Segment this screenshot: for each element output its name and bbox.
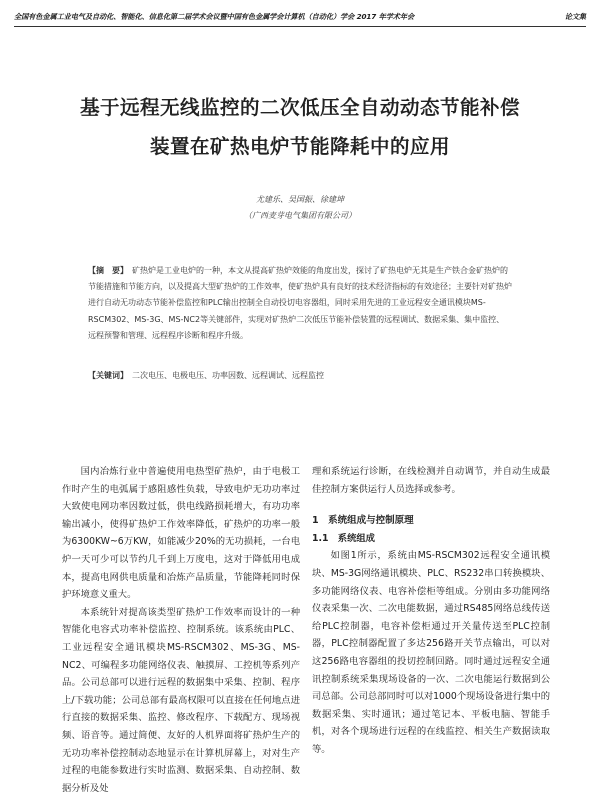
journal-name: 全国有色金属工业电气及自动化、智能化、信息化第二届学术会议暨中国有色金属学会计算机（自动化）学会 2017 年学术年会: [14, 12, 415, 21]
section-tag: 论文集: [564, 12, 586, 21]
title-line-1: 基于远程无线监控的二次低压全自动动态节能补偿: [79, 96, 520, 119]
title-line-2: 装置在矿热电炉节能降耗中的应用: [149, 135, 450, 158]
author-names: 尤建乐、吴国振、徐建坤: [256, 195, 344, 204]
author-affiliation: （广西麦芽电气集团有限公司）: [244, 211, 356, 220]
subsection-heading-1-1: 1.1 系统组成: [312, 532, 375, 544]
keywords-label: 【关键词】: [88, 371, 128, 380]
abstract-text: 矿热炉是工业电炉的一种，本文从提高矿热炉效能的角度出发，探讨了矿热电炉无其是生产铁合金矿热炉的节能措施和节能方向，以及提高大型矿热炉的工作效率，使矿热炉具有良好的技术经济指标的有效途径；主要针对矿热炉进行自动无功动态节能补偿监控和PLC输出控制全自动投切电容器组，同时采用先进的工业远程安全通讯模块MS-RSCM302、MS-3G、MS-NC2等关键部件，实现对矿热炉二次低压节能补偿装置的远程调试、数据采集、集中监控、远程预警和管理、远程程序诊断和程序升级。: [88, 266, 512, 340]
right-column: [312, 463, 550, 759]
section-heading-1: 1 系统组成与控制原理: [312, 515, 414, 527]
abstract-label: 【摘 要】: [88, 266, 128, 275]
journal-header: [14, 12, 586, 22]
left-paragraph-2: 本系统针对提高该类型矿热炉工作效率而设计的一种智能化电容式功率补偿监控、控制系统。该系统由PLC、工业远程安全通讯模块MS-RSCM302、MS-3G、MS-NC2、可编程多功能网络仪表、触摸屏、工控机等系列产品。公司总部可以进行远程的数据集中采集、控制、程序上/下载功能；公司总部有最高权限可以直接在任何地点进行直接的数据采集、监控、修改程序、下载配方、现场视频、语音等。通过简便、友好的人机界面将矿热炉生产的无功功率补偿控制动态地显示在计算机屏幕上，对对生产过程的电能参数进行实时监测、数据采集、自动控制、数据分析及处: [62, 606, 300, 794]
right-paragraph-0: 理和系统运行诊断，在线检测并自动调节，并自动生成最佳控制方案供运行人员选择或参考。: [312, 466, 550, 495]
right-paragraph-1: 如图1所示，系统由MS-RSCM302远程安全通讯模块、MS-3G网络通讯模块、PLC、RS232串口转换模块、多功能网络仪表、电容补偿柜等组成。分别由多功能网络仪表采集一次、二次电能数据，通过RS485网络总线传送给PLC控制器，电容补偿柜通过开关量传送至PLC控制器，PLC控制器配置了多达256路开关节点输出，可以对这256路电容器组的投切控制回路。同时通过远程安全通讯控制系统采集现场设备的一次、二次电能运行数据到公司总部。公司总部同时可以对1000个现场设备进行集中的数据采集、实时通讯；通过笔记本、平板电脑、智能手机，对各个现场进行远程的在线监控、相关生产数据读取等。: [312, 550, 550, 755]
header-rule: [14, 26, 586, 27]
keywords-text: 二次电压、电极电压、功率因数、远程调试、远程监控: [132, 371, 324, 380]
left-column: [62, 463, 300, 797]
keywords: [88, 369, 512, 383]
left-paragraph-1: 国内冶炼行业中普遍使用电热型矿热炉，由于电极工作时产生的电弧属于感阻感性负载，导致电炉无功功率过大致使电网功率因数过低，供电线路损耗增大，有功功率输出减小，使得矿热炉工作效率降低，矿热炉的功率一般为6300KW~6万KW，如能减少20%的无功损耗，一台电炉一天可少可以节约几千到上万度电，这对于降低用电成本，提高电网供电质量和冶炼产品质量，节能降耗同时保护环境意义重大。: [62, 466, 300, 601]
abstract: [88, 263, 512, 344]
